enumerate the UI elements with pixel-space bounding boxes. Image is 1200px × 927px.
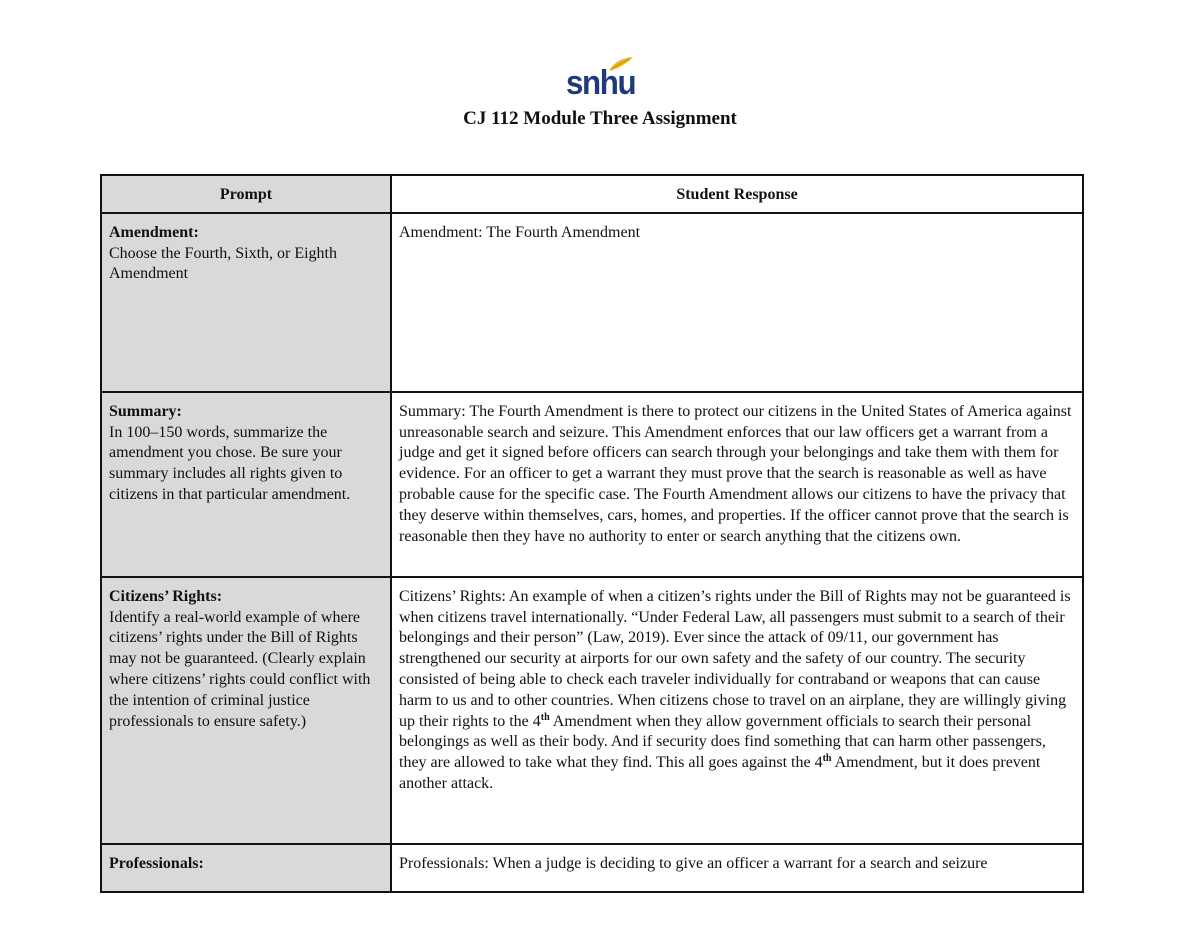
response-cell: Professionals: When a judge is deciding to give an officer a warrant for a search and seizure xyxy=(391,844,1083,892)
ordinal-suffix: th xyxy=(822,753,832,765)
prompt-text: Choose the Fourth, Sixth, or Eighth Amendment xyxy=(109,244,337,283)
response-text: Amendment, but it does prevent another attack. xyxy=(399,754,1041,792)
table-row xyxy=(101,392,1083,577)
table-header-row xyxy=(101,175,1083,213)
prompt-label: Summary: xyxy=(109,402,182,420)
table-row xyxy=(101,213,1083,392)
prompt-cell xyxy=(101,213,391,392)
prompt-label: Citizens’ Rights: xyxy=(109,587,223,605)
prompt-label: Amendment: xyxy=(109,223,199,241)
assignment-table xyxy=(100,174,1084,893)
prompt-text: Identify a real-world example of where citizens’ rights under the Bill of Rights may not be guaranteed. (Clearly explain where citizens’ rights could conflict with the intention of criminal justice professionals to ensure safety.) xyxy=(109,608,371,730)
logo-text: snhu xyxy=(566,64,636,102)
prompt-cell xyxy=(101,844,391,892)
table-row xyxy=(101,844,1083,892)
response-text: Citizens’ Rights: An example of when a citizen’s rights under the Bill of Rights may not be guaranteed is when citizens travel internationally. “Under Federal Law, all passengers must submit to a search of their belongings and their person” (Law, 2019). Ever since the attack of 09/11, our government has strengthened our security at airports for our own safety and the safety of our country. The security consisted of being able to check each traveler individually for contraband or weapons that can cause harm to us and to other countries. When citizens chose to travel on an airplane, they are willingly giving up their rights to the 4 xyxy=(399,587,1071,730)
prompt-cell xyxy=(101,577,391,844)
document-title: CJ 112 Module Three Assignment xyxy=(463,108,737,129)
ordinal-suffix: th xyxy=(540,711,550,723)
response-text: Amendment when they allow government officials to search their personal belongings as well as their body. And if security does find something that can harm other passengers, they are allowed to take what they find. This all goes against the 4 xyxy=(399,712,1046,772)
prompt-cell xyxy=(101,392,391,577)
response-cell: Amendment: The Fourth Amendment xyxy=(391,213,1083,392)
response-column-header: Student Response xyxy=(391,175,1083,213)
response-cell: Summary: The Fourth Amendment is there to protect our citizens in the United States of America against unreasonable search and seizure. This Amendment enforces that our law officers get a warrant from a judge and get it signed before officers can search through your belongings and take them with them for evidence. For an officer to get a warrant they must prove that the search is reasonable as well as have probable cause for the specific case. The Fourth Amendment allows our citizens to have the privacy that they deserve within themselves, cars, homes, and properties. If the officer cannot prove that the search is reasonable then they have no authority to enter or search anything that the citizens own. xyxy=(391,392,1083,577)
prompt-label: Professionals: xyxy=(109,854,204,872)
snhu-logo xyxy=(562,56,638,104)
prompt-text: In 100–150 words, summarize the amendment you chose. Be sure your summary includes all rights given to citizens in that particular amendment. xyxy=(109,423,351,503)
prompt-column-header: Prompt xyxy=(101,175,391,213)
table-row xyxy=(101,577,1083,844)
response-cell xyxy=(391,577,1083,844)
